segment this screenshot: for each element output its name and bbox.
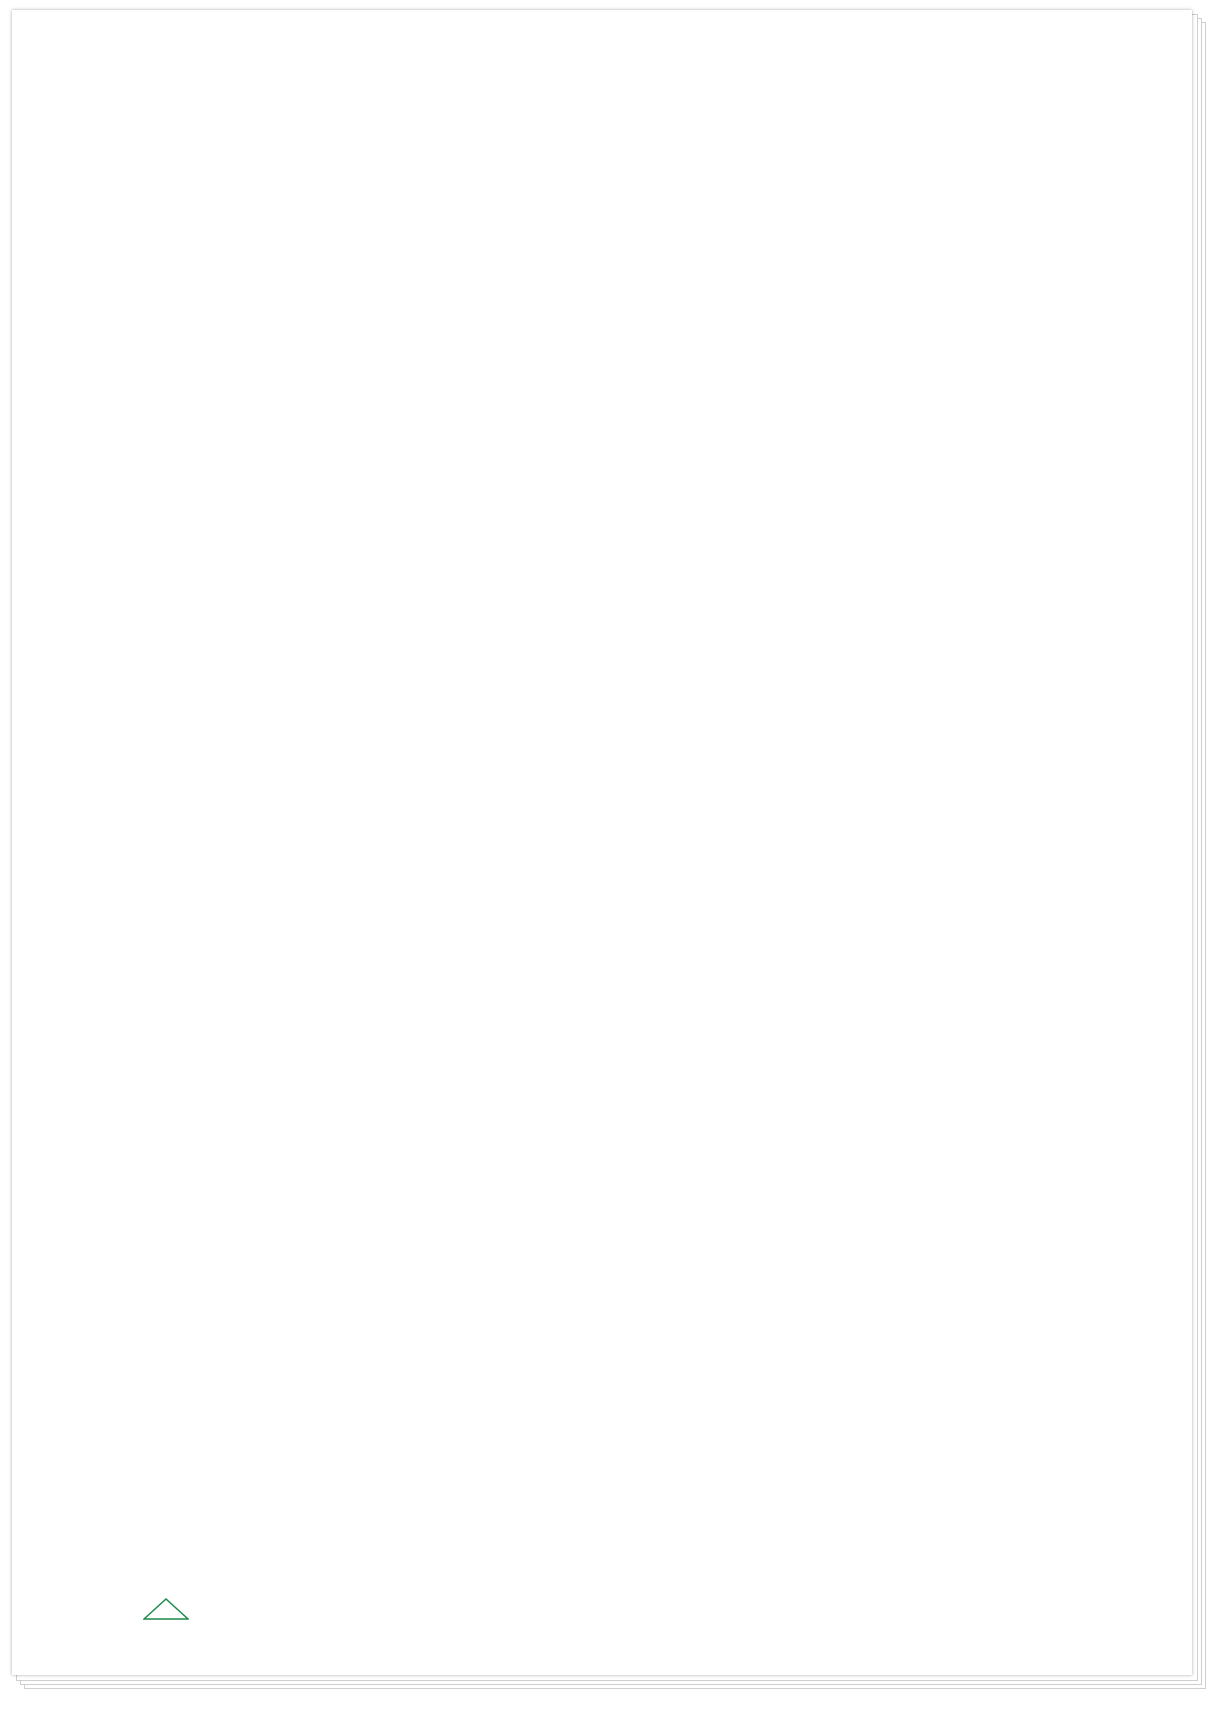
rnk-logo xyxy=(143,1598,189,1620)
